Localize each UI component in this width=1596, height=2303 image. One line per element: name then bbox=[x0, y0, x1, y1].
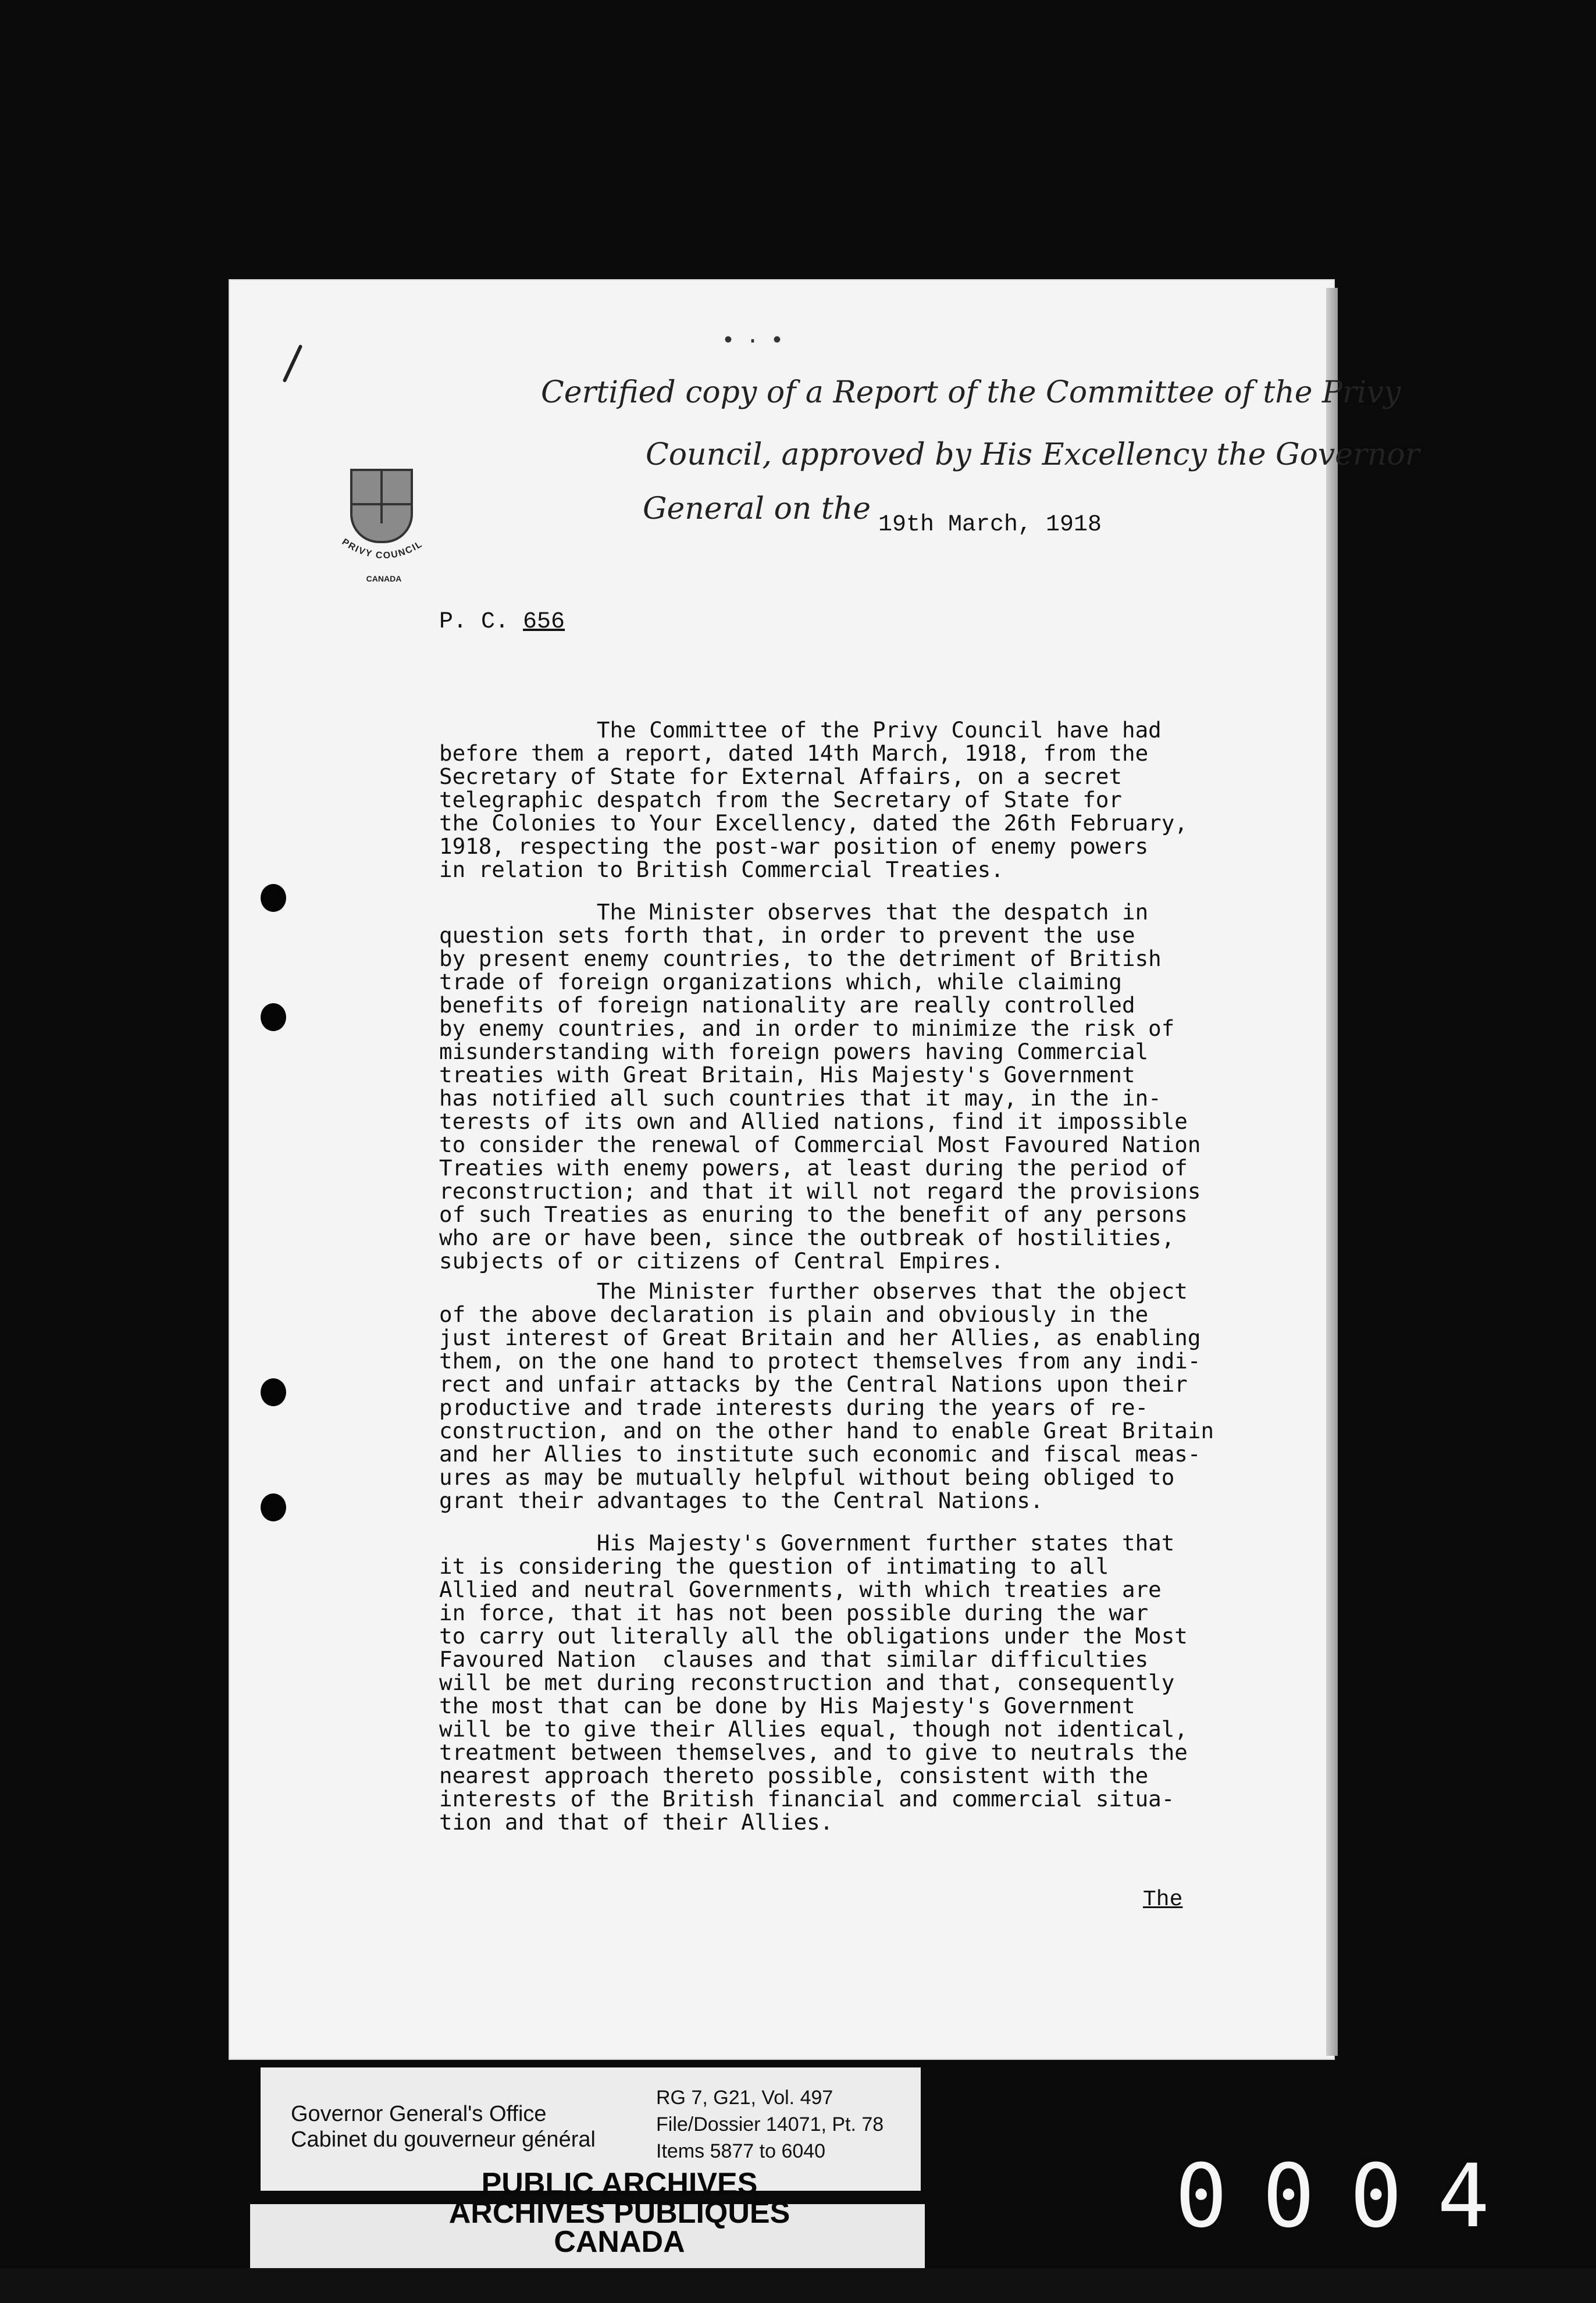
top-marks: •·• bbox=[721, 329, 795, 355]
catchword: The bbox=[1143, 1887, 1183, 1912]
pc-number-value: 656 bbox=[523, 609, 565, 635]
privy-council-seal bbox=[326, 465, 442, 593]
seal-line-1: PRIVY COUNCIL bbox=[340, 537, 425, 561]
seal-text bbox=[326, 532, 442, 590]
office-name-fr: Cabinet du gouverneur général bbox=[291, 2127, 596, 2152]
certified-copy-heading-line-1: Certified copy of a Report of the Committee of the Privy bbox=[541, 375, 1401, 410]
certified-copy-heading-line-2: Council, approved by His Excellency the Governor bbox=[646, 437, 1420, 472]
punch-hole bbox=[261, 1003, 286, 1031]
punch-hole bbox=[261, 1493, 286, 1521]
paragraph-1: The Committee of the Privy Council have had before them a report, dated 14th March, 1918, from the Secretary of State for External Affairs, on a secret telegraphic despatch from the Secretary of State for the Colonies to Your Excellency, dated the 26th February, 1918, respecting the post-war position of enemy powers in relation to British Commercial Treaties. bbox=[439, 717, 1188, 882]
archive-ref-line-2: File/Dossier 14071, Pt. 78 bbox=[656, 2113, 884, 2136]
paragraph-3: The Minister further observes that the object of the above declaration is plain and obviously in the just interest of Great Britain and her Allies, as enabling them, on the one hand to protect themselves from any indi- rect and unfair attacks by the Central Nations upon their productive and trade interests during the years of re- construction, and on the other hand to enable Great Britain and her Allies to institute such economic and fiscal meas- ures as may be mutually helpful without being obliged to grant their advantages to the Central Nations. bbox=[439, 1278, 1214, 1513]
certified-copy-heading-line-3: General on the bbox=[643, 491, 871, 526]
paragraph-4: His Majesty's Government further states that it is considering the question of intimating to all Allied and neutral Governments, with which treaties are in force, that it has not been possible during the war to carry out literally all the obligations under the Most Favoured Nation clauses and that similar difficulties will be met during reconstruction and that, consequently the most that can be done by His Majesty's Government will be to give their Allies equal, though not identical, treatment between themselves, and to give to neutrals the nearest approach thereto possible, consistent with the interests of the British financial and commercial situa- tion and that of their Allies. bbox=[439, 1530, 1188, 1835]
frame-number: 0004 bbox=[1175, 2146, 1525, 2247]
pc-number bbox=[439, 609, 565, 635]
stamp-line-3: CANADA bbox=[554, 2225, 685, 2259]
archive-ref-line-3: Items 5877 to 6040 bbox=[656, 2140, 826, 2162]
public-archives-stamp bbox=[428, 2167, 811, 2259]
report-date: 19th March, 1918 bbox=[878, 512, 1102, 538]
office-name-en: Governor General's Office bbox=[291, 2102, 547, 2126]
pc-prefix: P. C. bbox=[439, 609, 510, 635]
stamp-line-2: ARCHIVES PUBLIQUES bbox=[448, 2196, 790, 2230]
seal-line-2: CANADA bbox=[366, 574, 402, 583]
paragraph-2: The Minister observes that the despatch in question sets forth that, in order to prevent the use by present enemy countries, to the detriment of British trade of foreign organizations which, while claiming benefits of foreign nationality are really controlled by enemy countries, and in order to minimize the risk of misunderstanding with foreign powers having Commercial treaties with Great Britain, His Majesty's Government has notified all such countries that it may, in the in- terests of its own and Allied nations, find it impossible to consider the renewal of Commercial Most Favoured Nation Treaties with enemy powers, at least during the period of reconstruction; and that it will not regard the provisions of such Treaties as enuring to the benefit of any persons who are or have been, since the outbreak of hostilities, subjects of or citizens of Central Empires. bbox=[439, 899, 1201, 1274]
archive-ref-line-1: RG 7, G21, Vol. 497 bbox=[656, 2087, 833, 2109]
svg-text:PRIVY COUNCIL bbox=[340, 537, 425, 561]
punch-hole bbox=[261, 884, 286, 912]
film-strip-edge bbox=[0, 2268, 1596, 2303]
stamp-line-1: PUBLIC ARCHIVES bbox=[481, 2167, 758, 2201]
punch-hole bbox=[261, 1378, 286, 1406]
page-edge bbox=[1326, 288, 1338, 2056]
